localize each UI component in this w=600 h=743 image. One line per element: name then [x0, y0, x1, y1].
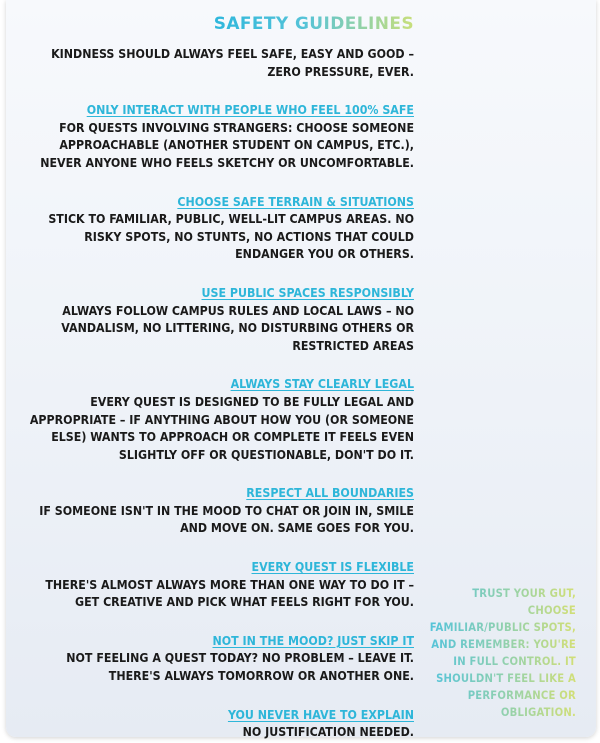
guideline-text-safe-terrain: STICK TO FAMILIAR, PUBLIC, WELL-LIT CAMPUS AREAS. NO RISKY SPOTS, NO STUNTS, NO ACTIONS THAT COULD ENDANGER YOU OR OTHERS.	[48, 212, 414, 262]
guideline-text-skip-it: NOT FEELING A QUEST TODAY? NO PROBLEM – LEAVE IT. THERE'S ALWAYS TOMORROW OR ANOTHER ONE.	[66, 651, 414, 684]
guideline-link-stay-legal[interactable]: ALWAYS STAY CLEARLY LEGAL	[230, 377, 414, 392]
guideline-link-public-spaces[interactable]: USE PUBLIC SPACES RESPONSIBLY	[201, 285, 414, 300]
guideline-text-stay-legal: EVERY QUEST IS DESIGNED TO BE FULLY LEGAL AND APPROPRIATE – IF ANYTHING ABOUT HOW YOU (OR SOMEONE ELSE) WANTS TO APPROACH OR COMPLETE IT FEELS EVEN SLIGHTLY OFF OR QUESTIONABLE, DON'T DO IT.	[29, 394, 414, 462]
guideline-section-skip-it	[22, 630, 414, 686]
guideline-link-safe-terrain[interactable]: CHOOSE SAFE TERRAIN & SITUATIONS	[177, 194, 414, 209]
guideline-section-flexible	[22, 556, 414, 612]
guideline-text-no-explain: NO JUSTIFICATION NEEDED.	[242, 725, 414, 740]
guideline-section-public-spaces	[22, 282, 414, 355]
guideline-link-no-explain[interactable]: YOU NEVER HAVE TO EXPLAIN	[227, 707, 414, 722]
page-title: SAFETY GUIDELINES	[213, 14, 414, 34]
guideline-section-stay-legal	[22, 373, 414, 464]
guideline-text-safe-people: FOR QUESTS INVOLVING STRANGERS: CHOOSE SOMEONE APPROACHABLE (ANOTHER STUDENT ON CAMPUS, ETC.), NEVER ANYONE WHO FEELS SKETCHY OR UNCOMFORTABLE.	[40, 120, 414, 170]
side-note: TRUST YOUR GUT, CHOOSE FAMILIAR/PUBLIC SPOTS, AND REMEMBER: YOU'RE IN FULL CONTROL. IT SHOULDN'T FEEL LIKE A PERFORMANCE OR OBLIGATION.	[429, 587, 576, 719]
guideline-link-flexible[interactable]: EVERY QUEST IS FLEXIBLE	[251, 560, 414, 575]
guideline-section-no-explain	[22, 704, 414, 742]
guideline-link-skip-it[interactable]: NOT IN THE MOOD? JUST SKIP IT	[212, 633, 414, 648]
guideline-text-public-spaces: ALWAYS FOLLOW CAMPUS RULES AND LOCAL LAWS – NO VANDALISM, NO LITTERING, NO DISTURBING OTHERS OR RESTRICTED AREAS	[61, 303, 414, 353]
guideline-link-safe-people[interactable]: ONLY INTERACT WITH PEOPLE WHO FEEL 100% SAFE	[86, 103, 414, 118]
guideline-section-safe-terrain	[22, 191, 414, 264]
guideline-section-boundaries	[22, 482, 414, 538]
guideline-section-safe-people	[22, 99, 414, 172]
guideline-text-boundaries: IF SOMEONE ISN'T IN THE MOOD TO CHAT OR JOIN IN, SMILE AND MOVE ON. SAME GOES FOR YOU.	[39, 503, 414, 536]
guideline-link-boundaries[interactable]: RESPECT ALL BOUNDARIES	[246, 486, 414, 501]
intro-text: KINDNESS SHOULD ALWAYS FEEL SAFE, EASY AND GOOD – ZERO PRESSURE, EVER.	[51, 47, 414, 79]
guideline-text-flexible: THERE'S ALMOST ALWAYS MORE THAN ONE WAY TO DO IT – GET CREATIVE AND PICK WHAT FEELS RIGHT FOR YOU.	[45, 577, 414, 610]
guidelines-column	[22, 12, 414, 742]
